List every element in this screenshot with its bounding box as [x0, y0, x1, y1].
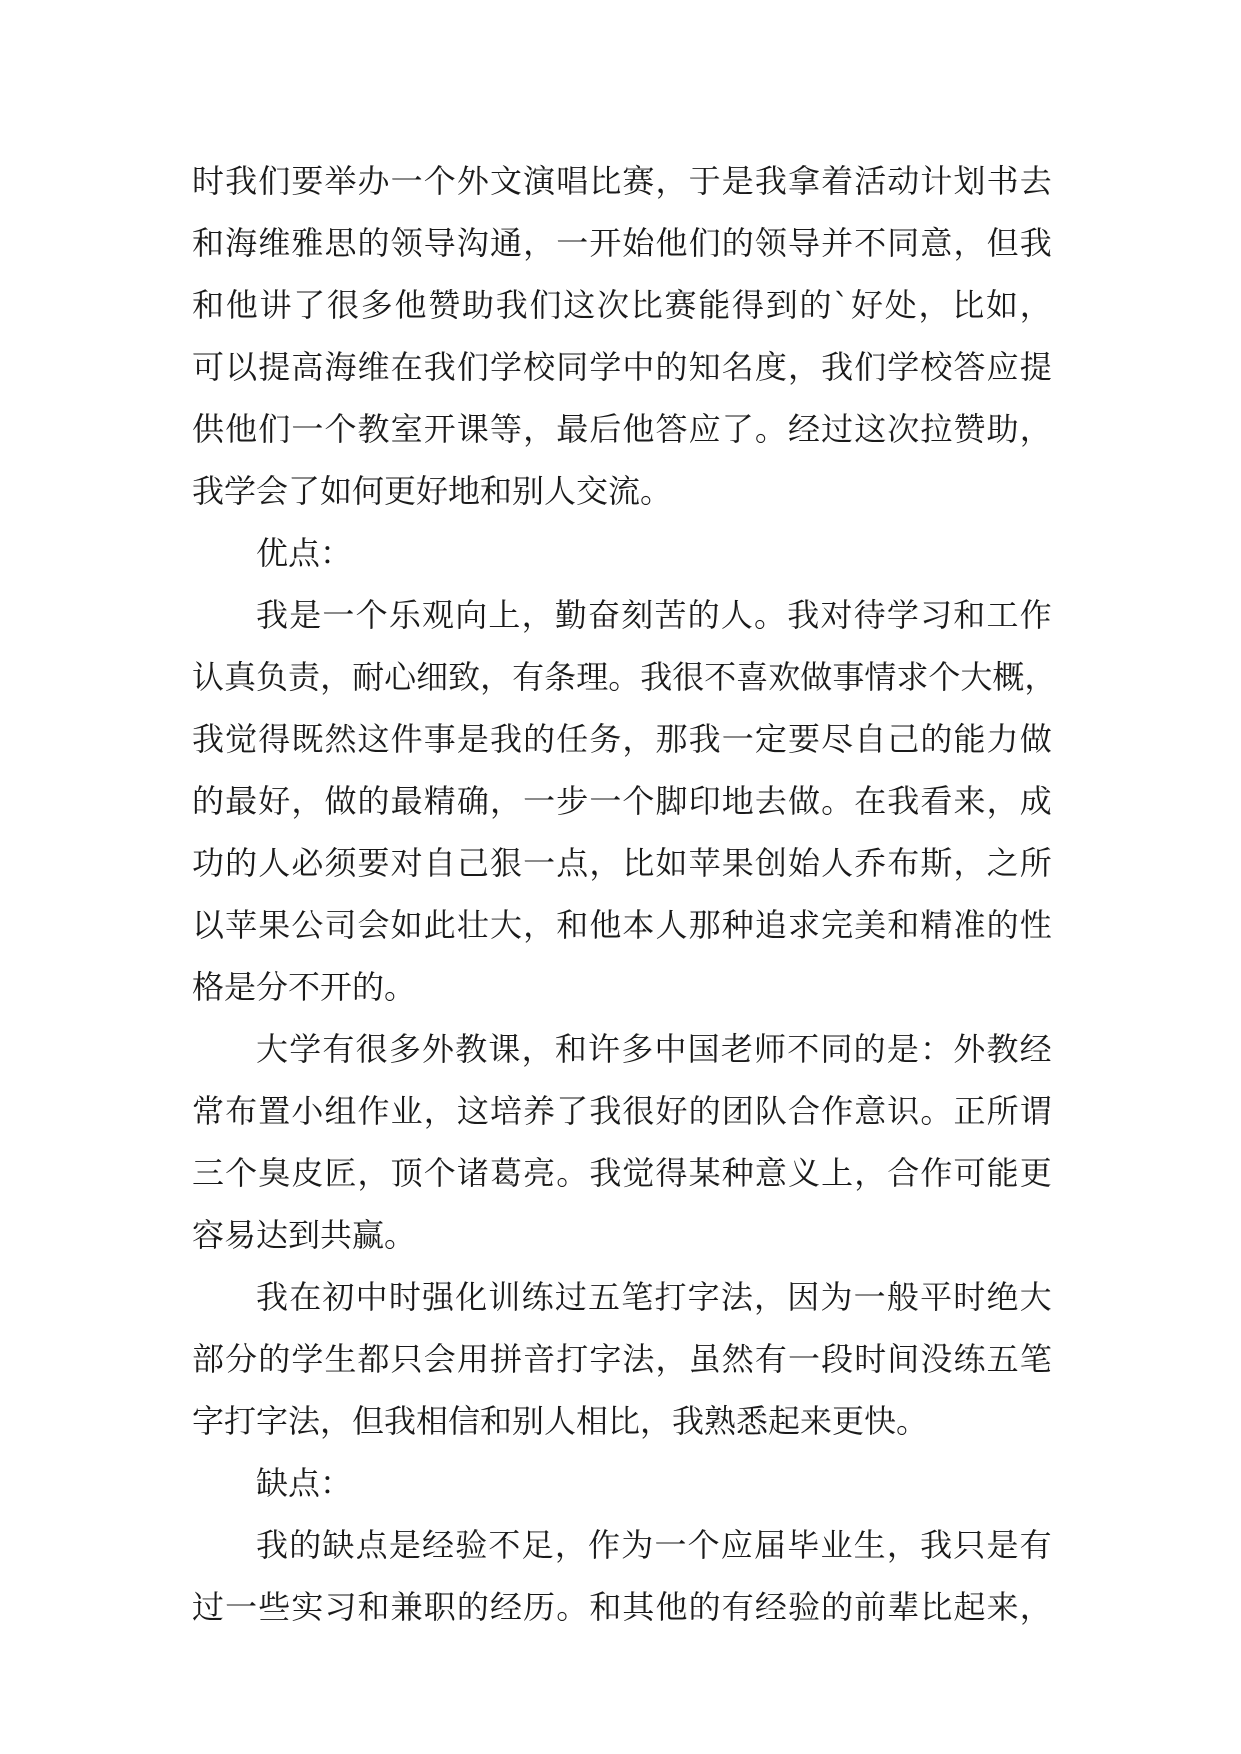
text-line: 三 个 臭 皮 匠 ， 顶 个 诸 葛 亮 。 我 觉 得 某 种 意 义 上 ， 合 作 可 能 更	[192, 1154, 1052, 1192]
text-line: 和 海 维 雅 思 的 领 导 沟 通 ， 一 开 始 他 们 的 领 导 并 不 同 意 ， 但 我	[192, 224, 1052, 262]
text-line: 缺点：	[256, 1464, 353, 1502]
text-line: 部 分 的 学 生 都 只 会 用 拼 音 打 字 法 ， 虽 然 有 一 段 时 间 没 练 五 笔	[192, 1340, 1052, 1378]
text-line: 的 最 好 ， 做 的 最 精 确 ， 一 步 一 个 脚 印 地 去 做 。 在 我 看 来 ， 成	[192, 782, 1052, 820]
text-line: 我 是 一 个 乐 观 向 上 ， 勤 奋 刻 苦 的 人 。 我 对 待 学 习 和 工 作	[256, 596, 1052, 634]
body-text	[192, 150, 1057, 1638]
text-line: 我 觉 得 既 然 这 件 事 是 我 的 任 务 ， 那 我 一 定 要 尽 自 己 的 能 力 做	[192, 720, 1052, 758]
text-line: 我学会了如何更好地和别人交流。	[192, 472, 673, 510]
text-line: 容易达到共赢。	[192, 1216, 417, 1254]
text-line: 格是分不开的。	[192, 968, 417, 1006]
text-line: 时 我 们 要 举 办 一 个 外 文 演 唱 比 赛 ， 于 是 我 拿 着 活 动 计 划 书 去	[192, 162, 1052, 200]
text-line: 我 的 缺 点 是 经 验 不 足 ， 作 为 一 个 应 届 毕 业 生 ， 我 只 是 有	[256, 1526, 1052, 1564]
text-line: 认 真 负 责 ， 耐 心 细 致 ， 有 条 理 。 我 很 不 喜 欢 做 事 情 求 个 大 概 ，	[192, 658, 1057, 696]
text-line: 常 布 置 小 组 作 业 ， 这 培 养 了 我 很 好 的 团 队 合 作 意 识 。 正 所 谓	[192, 1092, 1052, 1130]
text-line: 过 一 些 实 习 和 兼 职 的 经 历 。 和 其 他 的 有 经 验 的 前 辈 比 起 来 ，	[192, 1588, 1052, 1626]
text-line: 大 学 有 很 多 外 教 课 ， 和 许 多 中 国 老 师 不 同 的 是 ： 外 教 经	[256, 1030, 1052, 1068]
text-line: 和 他 讲 了 很 多 他 赞 助 我 们 这 次 比 赛 能 得 到 的 ` 好 处 ， 比 如 ，	[192, 286, 1052, 324]
text-line: 可 以 提 高 海 维 在 我 们 学 校 同 学 中 的 知 名 度 ， 我 们 学 校 答 应 提	[192, 348, 1052, 386]
text-line: 我 在 初 中 时 强 化 训 练 过 五 笔 打 字 法 ， 因 为 一 般 平 时 绝 大	[256, 1278, 1052, 1316]
text-line: 供 他 们 一 个 教 室 开 课 等 ， 最 后 他 答 应 了 。 经 过 这 次 拉 赞 助 ，	[192, 410, 1052, 448]
text-line: 字打字法，但我相信和别人相比，我熟悉起来更快。	[192, 1402, 929, 1440]
text-line: 功 的 人 必 须 要 对 自 己 狠 一 点 ， 比 如 苹 果 创 始 人 乔 布 斯 ， 之 所	[192, 844, 1052, 882]
text-line: 优点：	[256, 534, 353, 572]
text-line: 以 苹 果 公 司 会 如 此 壮 大 ， 和 他 本 人 那 种 追 求 完 美 和 精 准 的 性	[192, 906, 1052, 944]
